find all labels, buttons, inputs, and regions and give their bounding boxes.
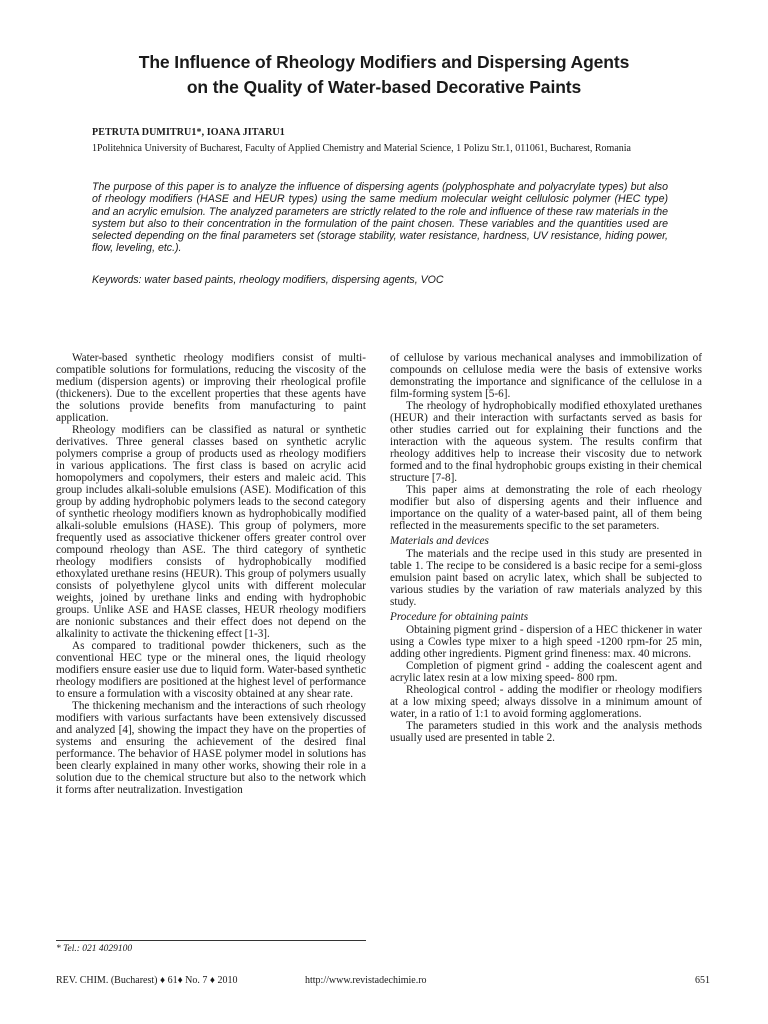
paragraph: The parameters studied in this work and the analysis methods usually used are presented in table 2. [390, 720, 702, 744]
title-line-1: The Influence of Rheology Modifiers and Dispersing Agents [138, 52, 630, 72]
paragraph: This paper aims at demonstrating the role of each rheology modifier but also of dispersing agents and their influence and importance on the quality of a water-based paint, all of them being reflected in the measurements specific to the set parameters. [390, 484, 702, 532]
section-heading-procedure: Procedure for obtaining paints [390, 611, 529, 623]
abstract: The purpose of this paper is to analyze the influence of dispersing agents (polyphosphate and polyacrylate types) but also of rheology modifiers (HASE and HEUR types) using the same medium molecular weight cellulosic polymer (HEC type) and an acrylic emulsion. The analyzed parameters are strictly related to the role and influence of these raw materials in the system but also to their concentration in the formulation of the paint chosen. These variables and the quantities used are selected depending on the final parameters set (storage stability, water resistance, hardness, UV resistance, hiding power, flow, leveling, etc.). [92, 181, 668, 255]
paragraph: Rheology modifiers can be classified as natural or synthetic derivatives. Three general classes based on synthetic acrylic polymers comprise a group of products used as rheology modifiers in various applications. The first class is based on acrylic acid homopolymers and copolymers, their esters and maleic acid. This group includes alkali-soluble emulsions (ASE). Modification of this group by adding hydrophobic polymers leads to the second category of synthetic rheology modifiers known as hydrophobically modified alkali-soluble emulsions (HASE). This group of polymers, more frequently used as associative thickener offers greater control over compound rheology than ASE. The third category of synthetic rheology modifiers consists of hydrophobically modified ethoxylated urethane resins (HEUR). This group of polymers usually consists of polyethylene glycol units with different molecular weights, joined by urethane links and ending with hydrophobic groups. Unlike ASE and HASE classes, HEUR rheology modifiers are nonionic substances and their effect does not depend on the alkalinity to activate the thickening effect [1-3]. [56, 424, 366, 640]
footnote: * Tel.: 021 4029100 [56, 944, 133, 954]
paper-title [60, 50, 708, 100]
paragraph: Rheological control - adding the modifier or rheology modifiers at a low mixing speed; always dissolve in a minimum amount of water, in a ratio of 1:1 to avoid forming agglomerations. [390, 684, 702, 720]
footer-url[interactable]: http://www.revistadechimie.ro [305, 975, 427, 986]
footer-journal: REV. CHIM. (Bucharest) ♦ 61♦ No. 7 ♦ 2010 [56, 975, 238, 986]
paragraph-continuation: of cellulose by various mechanical analyses and immobilization of compounds on cellulose media were the basis of extensive works demonstrating the importance and significance of the cellulose in a film-forming system [5-6]. [390, 352, 702, 400]
paragraph: Water-based synthetic rheology modifiers consist of multi-compatible solutions for formulations, reducing the viscosity of the medium (dispersion agents) or improving their rheological profile (thickeners). Due to the excellent properties that these agents have the solutions provide benefits from manufacturing to paint application. [56, 352, 366, 424]
left-column [56, 352, 366, 796]
paragraph: Completion of pigment grind - adding the coalescent agent and acrylic latex resin at a low mixing speed- 800 rpm. [390, 660, 702, 684]
paragraph: Obtaining pigment grind - dispersion of a HEC thickener in water using a Cowles type mixer to a high speed -1200 rpm-for 25 min, adding other ingredients. Pigment grind fineness: max. 40 microns. [390, 624, 702, 660]
right-column [390, 352, 702, 744]
section-heading-materials: Materials and devices [390, 535, 489, 547]
affiliation: 1Politehnica University of Bucharest, Faculty of Applied Chemistry and Material Science, 1 Polizu Str.1, 011061, Bucharest, Romania [92, 143, 631, 154]
authors: PETRUTA DUMITRU1*, IOANA JITARU1 [92, 127, 285, 138]
title-line-2: on the Quality of Water-based Decorative Paints [186, 77, 582, 97]
paragraph: The materials and the recipe used in this study are presented in table 1. The recipe to be considered is a basic recipe for a semi-gloss emulsion paint based on acrylic latex, which shall be subjected to various studies by the variation of raw materials analyzed by this study. [390, 548, 702, 608]
page-number: 651 [695, 975, 710, 986]
footnote-divider [56, 940, 366, 941]
paragraph: As compared to traditional powder thickeners, such as the conventional HEC type or the mineral ones, the liquid rheology modifiers ensure easier use due to liquid form. Water-based synthetic rheology modifiers are positioned at the highest level of performance to ensure a formulation with a viscosity obtained at any shear rate. [56, 640, 366, 700]
paragraph: The thickening mechanism and the interactions of such rheology modifiers with various surfactants have been extensively discussed and analyzed [4], showing the impact they have on the properties of systems and ensuring the achievement of the desired final performance. The behavior of HASE polymer model in solutions has been clearly explained in many other works, showing their role in a solution due to the chemical structure but also to the network which it forms after neutralization. Investigation [56, 700, 366, 796]
keywords: Keywords: water based paints, rheology modifiers, dispersing agents, VOC [92, 274, 444, 286]
paragraph: The rheology of hydrophobically modified ethoxylated urethanes (HEUR) and their interaction with surfactants served as basis for other studies carried out for explaining their functions and the interaction with the aqueous system. The results confirm that rheology additives help to increase their viscosity due to network formed and to the final hydrophobic groups existing in their chemical structure [7-8]. [390, 400, 702, 484]
